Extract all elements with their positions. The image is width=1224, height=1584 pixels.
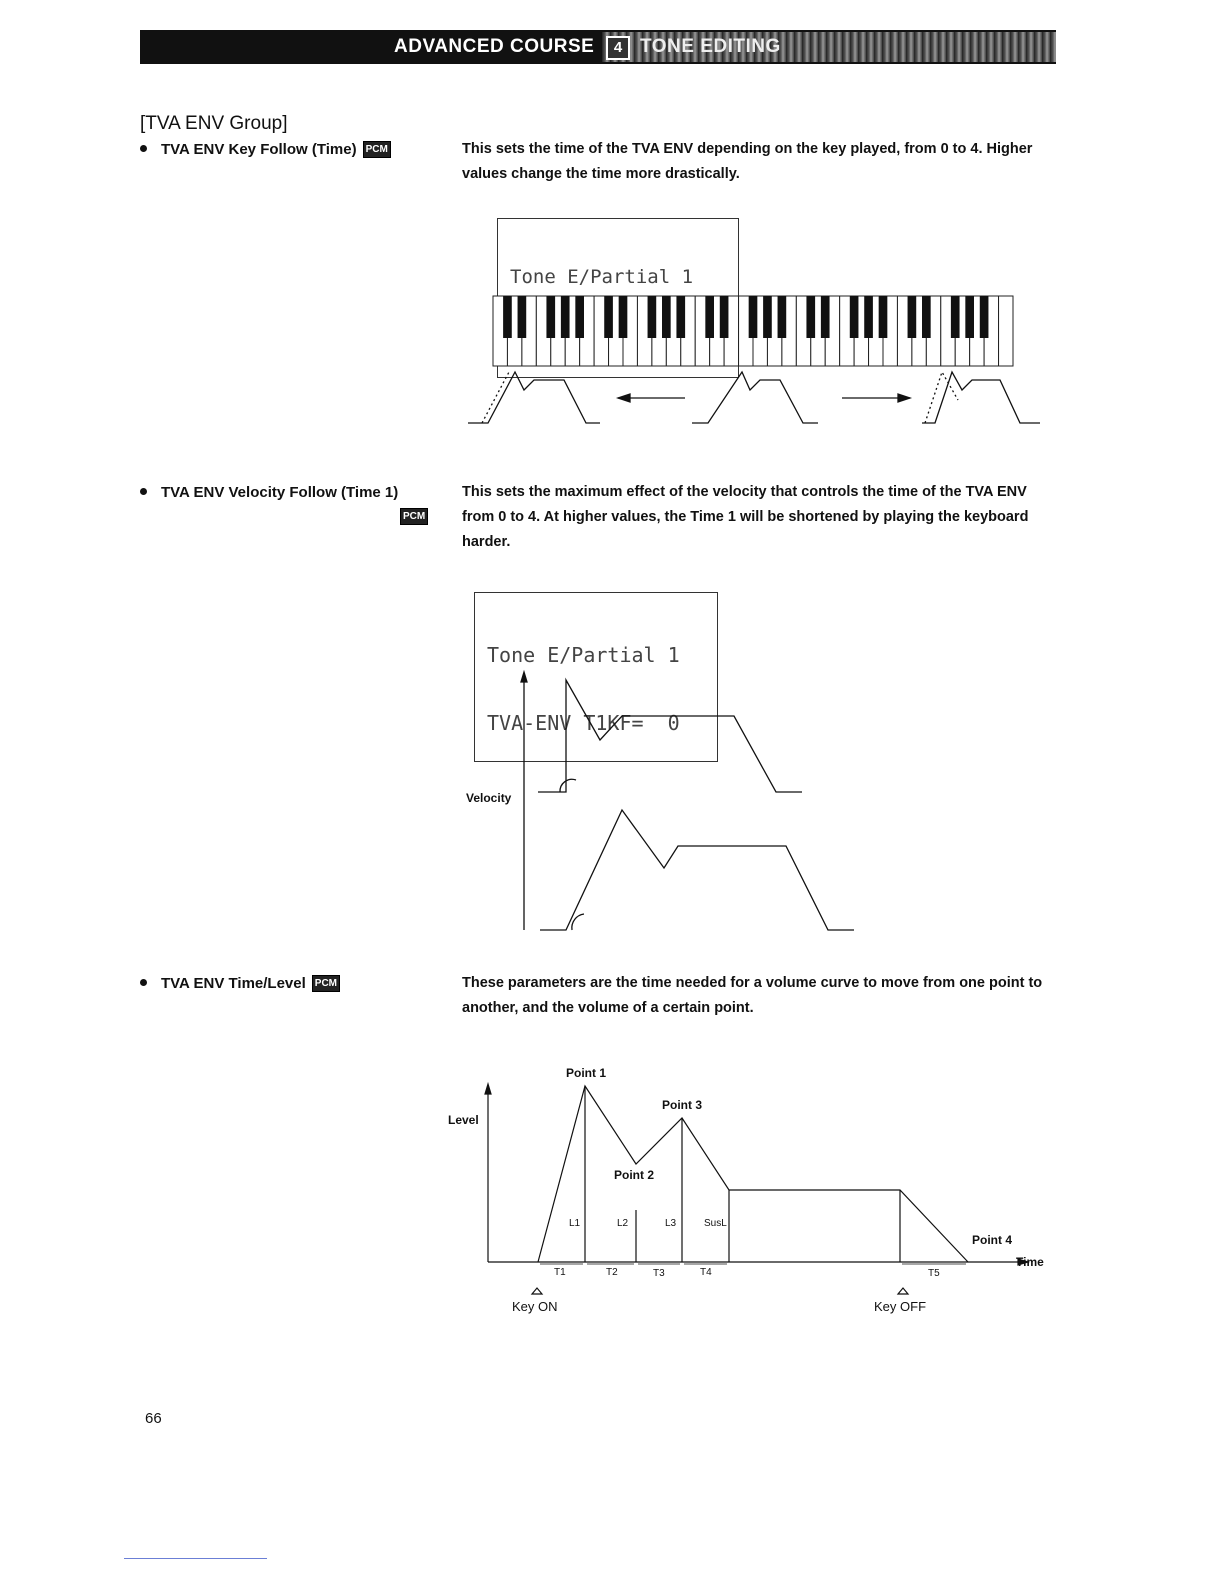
param-description: This sets the time of the TVA ENV depending on the key played, from 0 to 4. Higher values change the time more drastically.: [462, 141, 1033, 182]
velocity-label: Velocity: [466, 791, 512, 805]
black-key: [561, 296, 570, 338]
level-3-label: L3: [665, 1218, 677, 1229]
black-key: [908, 296, 917, 338]
param-name: TVA ENV Velocity Follow (Time 1): [161, 484, 399, 501]
black-key: [749, 296, 758, 338]
black-key: [575, 296, 584, 338]
pcm-badge: PCM: [312, 975, 340, 992]
black-key: [604, 296, 613, 338]
black-key: [518, 296, 527, 338]
time-3-label: T3: [653, 1268, 665, 1279]
black-key: [806, 296, 815, 338]
black-key: [922, 296, 931, 338]
pcm-badge: PCM: [400, 508, 428, 525]
black-key: [619, 296, 628, 338]
white-key: [999, 296, 1013, 366]
header-course-title: ADVANCED COURSE: [394, 36, 595, 57]
velocity-diagram: [460, 668, 880, 938]
time-4-label: T4: [700, 1267, 712, 1278]
bullet-icon: [140, 979, 147, 986]
black-key: [763, 296, 772, 338]
footer-rule: [124, 1558, 267, 1559]
param-velocity-follow-time1: [140, 484, 398, 501]
param-badge-row: [394, 508, 428, 526]
point-4-label: Point 4: [972, 1233, 1013, 1247]
level-2-label: L2: [617, 1218, 629, 1229]
black-key: [778, 296, 787, 338]
lcd-line-1: Tone E/Partial 1: [487, 643, 680, 667]
slow-attack-envelope: [540, 810, 854, 930]
keyboard-icon: [493, 296, 1013, 366]
black-key: [821, 296, 830, 338]
black-key: [546, 296, 555, 338]
envelope-diagram: [440, 1060, 1060, 1320]
group-title: [TVA ENV Group]: [140, 113, 288, 134]
time-1-label: T1: [554, 1267, 566, 1278]
black-key: [864, 296, 873, 338]
point-3-label: Point 3: [662, 1098, 703, 1112]
sustain-level-label: SusL: [704, 1218, 727, 1229]
level-label: Level: [448, 1113, 479, 1127]
page-number: 66: [145, 1410, 162, 1427]
param-name: TVA ENV Key Follow (Time): [161, 141, 357, 158]
param-description: These parameters are the time needed for a volume curve to move from one point to another, and the volume of a certain point.: [462, 975, 1043, 1016]
time-2-label: T2: [606, 1267, 618, 1278]
param-description: This sets the maximum effect of the velocity that controls the time of the TVA ENV from 0 to 4. At higher values, the Time 1 will be shortened by playing the keyboard harder.: [462, 484, 1029, 550]
header-section-number: 4: [606, 36, 630, 60]
black-key: [965, 296, 974, 338]
black-key: [951, 296, 960, 338]
black-key: [662, 296, 671, 338]
key-off-label: Key OFF: [874, 1299, 927, 1314]
black-key: [879, 296, 888, 338]
black-key: [648, 296, 657, 338]
black-key: [980, 296, 989, 338]
bullet-icon: [140, 488, 147, 495]
param-time-level: [140, 975, 340, 993]
lcd-line-2: TVA-ENV T1KF= 0: [487, 711, 680, 735]
pcm-badge: PCM: [363, 141, 391, 158]
header-section-title: TONE EDITING: [640, 36, 781, 57]
param-key-follow-time: [140, 141, 391, 159]
time-label: Time: [1016, 1255, 1044, 1269]
lcd-line-1: Tone E/Partial 1: [510, 266, 694, 288]
keyboard-diagram: [460, 290, 1060, 440]
level-1-label: L1: [569, 1218, 581, 1229]
black-key: [850, 296, 859, 338]
black-key: [503, 296, 512, 338]
envelope-curve: [538, 1086, 968, 1262]
key-on-label: Key ON: [512, 1299, 558, 1314]
black-key: [676, 296, 685, 338]
param-name: TVA ENV Time/Level: [161, 975, 306, 992]
bullet-icon: [140, 145, 147, 152]
time-5-label: T5: [928, 1268, 940, 1279]
black-key: [705, 296, 714, 338]
point-2-label: Point 2: [614, 1168, 655, 1182]
key-follow-envelopes: [468, 372, 1040, 423]
fast-attack-envelope: [538, 680, 802, 792]
point-1-label: Point 1: [566, 1066, 607, 1080]
black-key: [720, 296, 729, 338]
